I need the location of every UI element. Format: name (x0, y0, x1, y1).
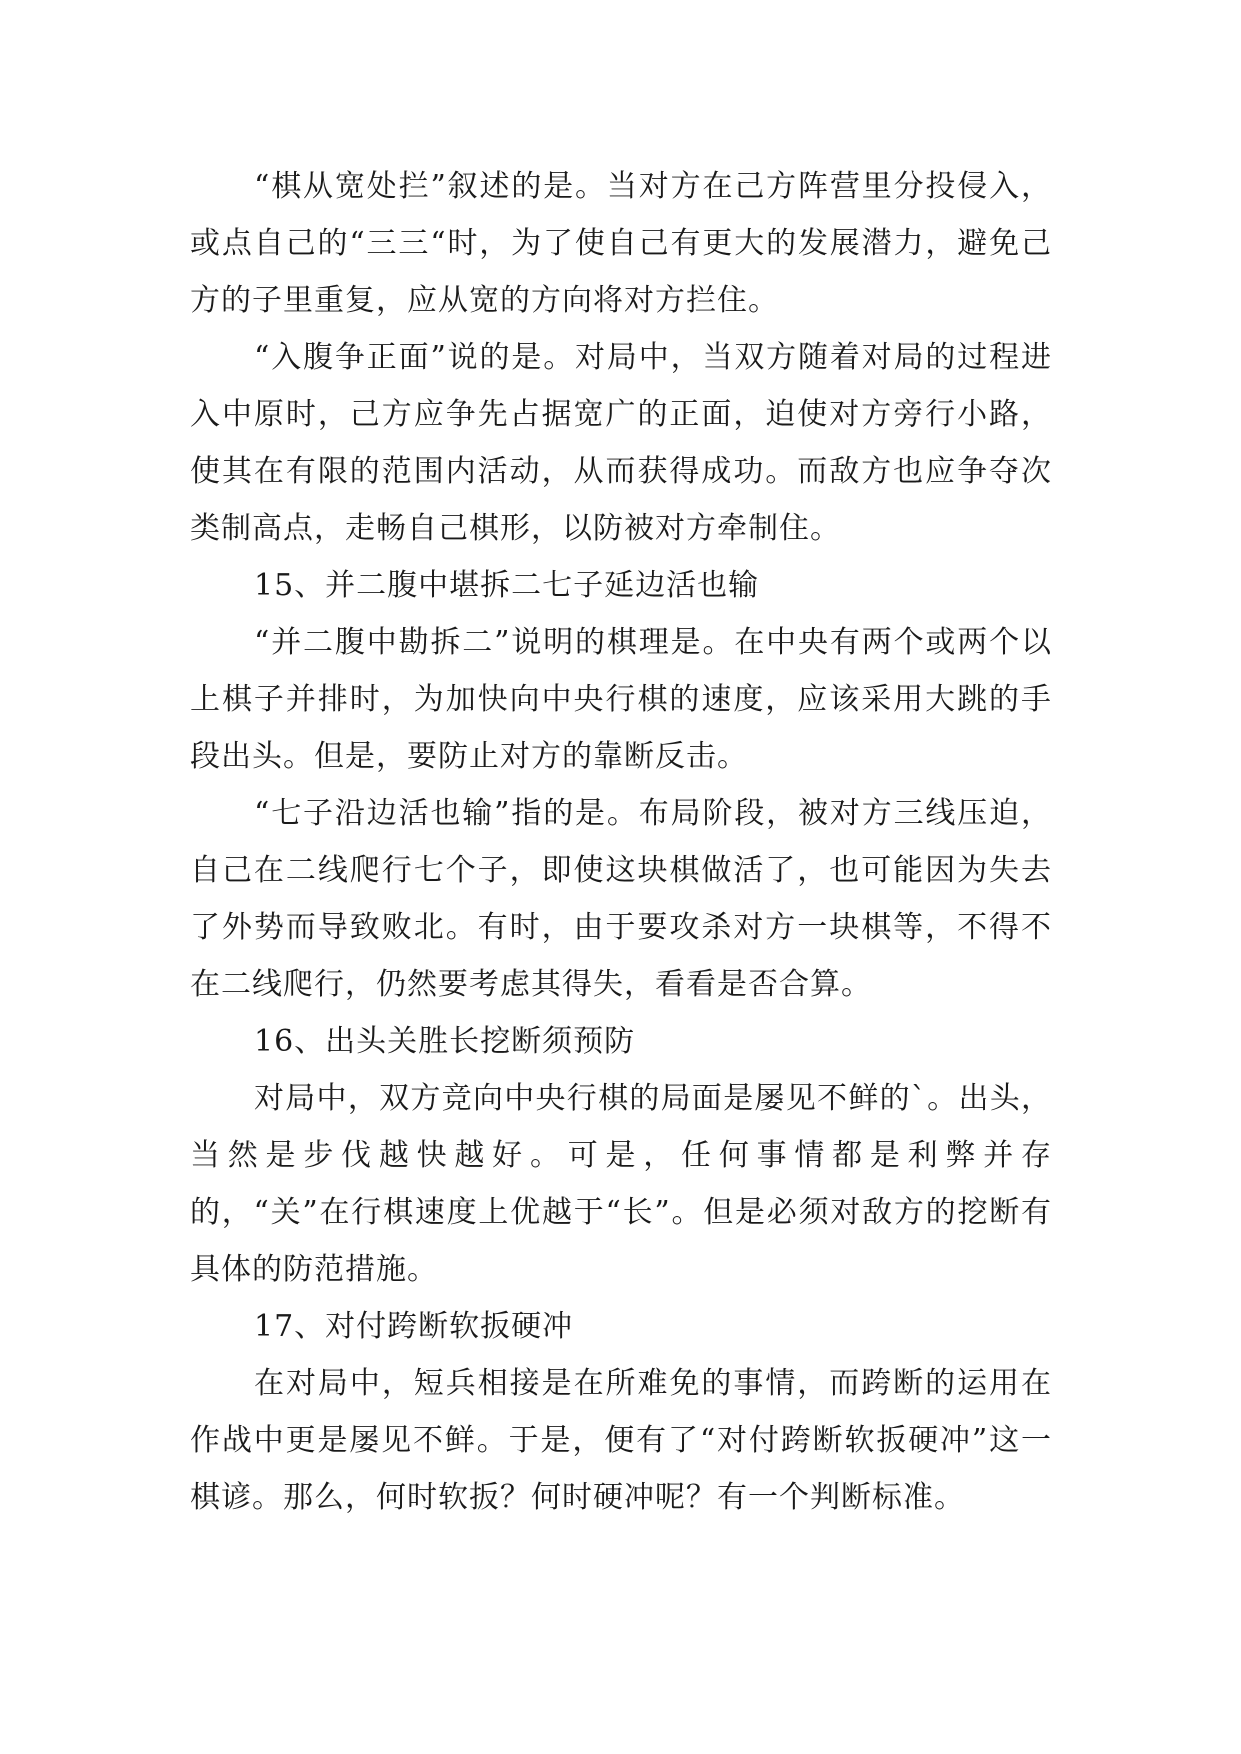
section-heading-16: 16、出头关胜长挖断须预防 (254, 1024, 636, 1059)
paragraph-qi-cong-kuan-chu-lan: “棋从宽处拦”叙述的是。当对方在己方阵营里分投侵入，或点自己的“三三“时，为了使自己有更大的发展潜力，避免己方的子里重复，应从宽的方向将对方拦住。 (190, 169, 1052, 318)
paragraph-ru-fu-zheng-zheng-mian: “入腹争正面”说的是。对局中，当双方随着对局的过程进入中原时，己方应争先占据宽广的正面，迫使对方旁行小路，使其在有限的范围内活动，从而获得成功。而敌方也应争夺次类制高点，走畅自己棋形，以防被对方牵制住。 (190, 340, 1052, 546)
paragraph-dui-fu-kua-duan: 在对局中，短兵相接是在所难免的事情，而跨断的运用在作战中更是屡见不鲜。于是，便有了“对付跨断软扳硬冲”这一棋谚。那么，何时软扳？何时硬冲呢？有一个判断标准。 (190, 1366, 1052, 1515)
section-heading-17: 17、对付跨断软扳硬冲 (254, 1309, 574, 1344)
document-body (190, 158, 1052, 1526)
paragraph-bing-er-fu-zhong: “并二腹中勘拆二”说明的棋理是。在中央有两个或两个以上棋子并排时，为加快向中央行棋的速度，应该采用大跳的手段出头。但是，要防止对方的靠断反击。 (190, 625, 1052, 774)
paragraph-qi-zi-yan-bian: “七子沿边活也输”指的是。布局阶段，被对方三线压迫，自己在二线爬行七个子，即使这块棋做活了，也可能因为失去了外势而导致败北。有时，由于要攻杀对方一块棋等，不得不在二线爬行，仍然要考虑其得失，看看是否合算。 (190, 796, 1052, 1002)
section-heading-15: 15、并二腹中堪拆二七子延边活也输 (254, 568, 760, 603)
paragraph-chu-tou: 对局中，双方竞向中央行棋的局面是屡见不鲜的`。出头，当然是步伐越快越好。可是，任何事情都是利弊并存的，“关”在行棋速度上优越于“长”。但是必须对敌方的挖断有具体的防范措施。 (190, 1081, 1052, 1287)
